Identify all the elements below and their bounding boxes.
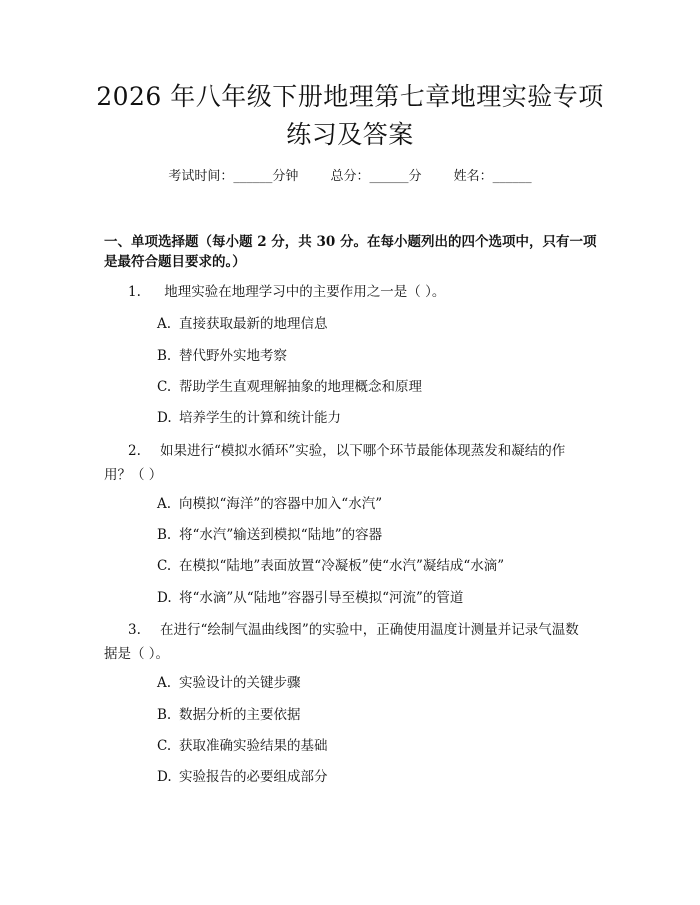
question-text-cont: 用？（ ） — [104, 467, 163, 483]
option-1b — [157, 346, 617, 366]
option-text: 培养学生的计算和统计能力 — [179, 410, 341, 426]
option-1c — [157, 377, 617, 397]
option-text: 在模拟“陆地”表面放置“冷凝板”使“水汽”凝结成“水滴” — [179, 558, 505, 574]
exam-time: 考试时间：______分钟 — [168, 169, 299, 184]
option-3a — [157, 673, 617, 693]
option-letter: A. — [157, 316, 172, 332]
section-heading-line-1: 一、单项选择题（每小题 2 分，共 30 分。在每小题列出的四个选项中，只有一项 — [104, 234, 597, 250]
question-text: 地理实验在地理学习中的主要作用之一是（ ）。 — [164, 284, 446, 300]
option-letter: D. — [157, 410, 172, 426]
question-text: 如果进行“模拟水循环”实验，以下哪个环节最能体现蒸发和凝结的作 — [160, 443, 566, 459]
question-text-cont: 据是（ ）。 — [104, 646, 170, 662]
section-heading — [104, 232, 624, 272]
option-letter: C. — [157, 558, 172, 574]
question-1 — [104, 280, 614, 304]
option-text: 实验设计的关键步骤 — [179, 675, 301, 691]
option-letter: B. — [157, 348, 172, 364]
option-letter: B. — [157, 527, 172, 543]
option-text: 直接获取最新的地理信息 — [179, 316, 328, 332]
question-text: 在进行“绘制气温曲线图”的实验中，正确使用温度计测量并记录气温数 — [160, 622, 579, 638]
question-number: 2. — [128, 443, 141, 459]
option-3c — [157, 736, 617, 756]
option-text: 获取准确实验结果的基础 — [179, 738, 328, 754]
student-name: 姓名：______ — [453, 169, 532, 184]
option-letter: C. — [157, 738, 172, 754]
option-3b — [157, 705, 617, 725]
option-text: 将“水滴”从“陆地”容器引导至模拟“河流”的管道 — [179, 590, 464, 606]
option-2d — [157, 588, 617, 608]
option-1d — [157, 408, 617, 428]
question-2 — [104, 439, 614, 487]
option-letter: A. — [157, 675, 172, 691]
section-heading-line-2: 是最符合题目要求的。） — [104, 254, 246, 270]
question-3 — [104, 618, 614, 666]
option-text: 实验报告的必要组成部分 — [179, 769, 328, 785]
option-letter: A. — [157, 496, 172, 512]
option-2c — [157, 556, 617, 576]
option-text: 向模拟“海洋”的容器中加入“水汽” — [179, 496, 383, 512]
option-text: 替代野外实地考察 — [179, 348, 287, 364]
document-title — [60, 78, 640, 154]
option-letter: D. — [157, 769, 172, 785]
option-1a — [157, 314, 617, 334]
option-text: 帮助学生直观理解抽象的地理概念和原理 — [179, 379, 422, 395]
option-2b — [157, 525, 617, 545]
question-number: 3. — [128, 622, 141, 638]
question-number: 1. — [128, 284, 141, 300]
title-line-2: 练习及答案 — [286, 120, 414, 149]
option-2a — [157, 494, 617, 514]
total-score: 总分：______分 — [330, 169, 422, 184]
title-line-1: 2026 年八年级下册地理第七章地理实验专项 — [96, 82, 604, 111]
option-letter: D. — [157, 590, 172, 606]
option-text: 数据分析的主要依据 — [179, 707, 301, 723]
option-text: 将“水汽”输送到模拟“陆地”的容器 — [179, 527, 383, 543]
option-3d — [157, 767, 617, 787]
option-letter: B. — [157, 707, 172, 723]
exam-meta — [0, 168, 700, 186]
option-letter: C. — [157, 379, 172, 395]
